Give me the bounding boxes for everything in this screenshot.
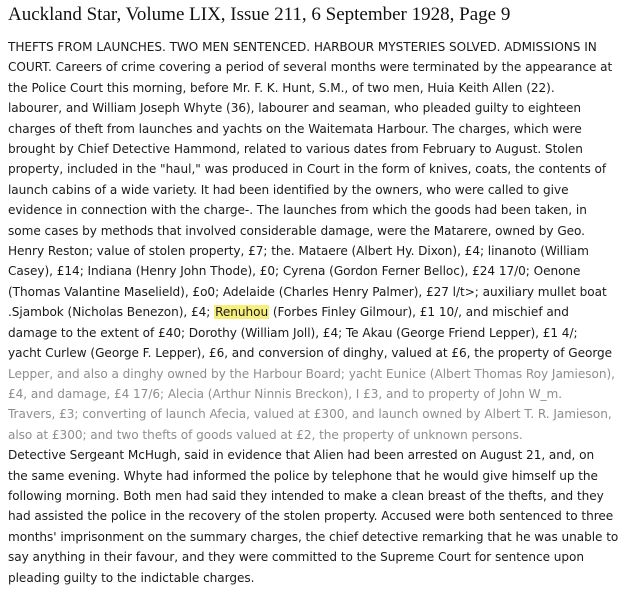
article-line: pleading guilty to the indictable charges.: [8, 570, 255, 585]
article-line: COURT. Careers of crime covering a period of several months were terminated by the appearance at: [8, 60, 613, 75]
article-line: THEFTS FROM LAUNCHES. TWO MEN SENTENCED. HARBOUR MYSTERIES SOLVED. ADMISSIONS IN: [8, 40, 597, 54]
article-line: Casey), £14; Indiana (Henry John Thode), £0; Cyrena (Gordon Ferner Belloc), £24 17/0; Oenone: [8, 264, 581, 279]
line-text-after-highlight: (Forbes Finley Gilmour), £1 10/, and mischief and: [269, 305, 569, 320]
article-line: some cases by methods that involved considerable damage, were the Matarere, owned by Geo.: [8, 223, 585, 238]
article-line: months' imprisonment on the summary charges, the chief detective remarking that he was unable to: [8, 529, 619, 544]
article-line: Lepper, and also a dinghy owned by the Harbour Board; yacht Eunice (Albert Thomas Roy Jamieson),: [8, 366, 615, 381]
article-line: following morning. Both men had said they intended to make a clean breast of the thefts, and they: [8, 488, 604, 503]
article-line: brought by Chief Detective Hammond, related to various dates from February to August. Stolen: [8, 142, 583, 157]
article-body: [8, 37, 632, 588]
article-line: damage to the extent of £40; Dorothy (William Joll), £4; Te Akau (George Friend Lepper), £1 4/;: [8, 325, 578, 340]
article-line: [8, 302, 632, 322]
article-line: had assisted the police in the recovery of the stolen property. Accused were both sentenced to three: [8, 509, 614, 524]
article-line: launch cabins of a wide variety. It had been identified by the owners, who were called to give: [8, 182, 569, 197]
article-line: say anything in their favour, and they were committed to the Supreme Court for sentence upon: [8, 550, 584, 565]
article-line: also at £300; and two thefts of goods valued at £2, the property of unknown persons.: [8, 427, 523, 442]
line-text-before-highlight: .Sjambok (Nicholas Benezon), £4;: [8, 305, 215, 320]
article-line: Detective Sergeant McHugh, said in evidence that Alien had been arrested on August 21, and, on: [8, 448, 595, 463]
article-line: the same evening. Whyte had informed the police by telephone that he would give himself up the: [8, 468, 598, 483]
highlighted-search-term: Renuhou: [215, 305, 269, 320]
article-line: labourer, and William Joseph Whyte (36), labourer and seaman, who pleaded guilty to eighteen: [8, 101, 582, 116]
article-line: Henry Reston; value of stolen property, £7; the. Mataere (Albert Hy. Dixon), £4; linanoto (William: [8, 244, 589, 259]
article-heading: Auckland Star, Volume LIX, Issue 211, 6 September 1928, Page 9: [8, 4, 511, 25]
article-line: Travers, £3; converting of launch Afecia, valued at £300, and launch owned by Albert T. R. Jamieson,: [8, 407, 612, 422]
article-line: (Thomas Valantine Maselield), £o0; Adelaide (Charles Henry Palmer), £27 l/t>; auxiliary mullet boat: [8, 284, 607, 299]
article-line: yacht Curlew (George F. Lepper), £6, and conversion of dinghy, valued at £6, the property of George: [8, 346, 613, 361]
article-line: charges of theft from launches and yachts on the Waitemata Harbour. The charges, which were: [8, 121, 582, 136]
article-line: £4, and damage, £4 17/6; Alecia (Arthur Ninnis Breckon), I £3, and to property of John W_m.: [8, 386, 563, 401]
article-line: property, included in the "haul," was produced in Court in the form of knives, coats, the contents of: [8, 162, 607, 177]
article-line: evidence in connection with the charge-. The launches from which the goods had been taken, in: [8, 203, 587, 218]
article-line: the Police Court this morning, before Mr. F. K. Hunt, S.M., of two men, Huia Keith Allen (22).: [8, 80, 555, 95]
